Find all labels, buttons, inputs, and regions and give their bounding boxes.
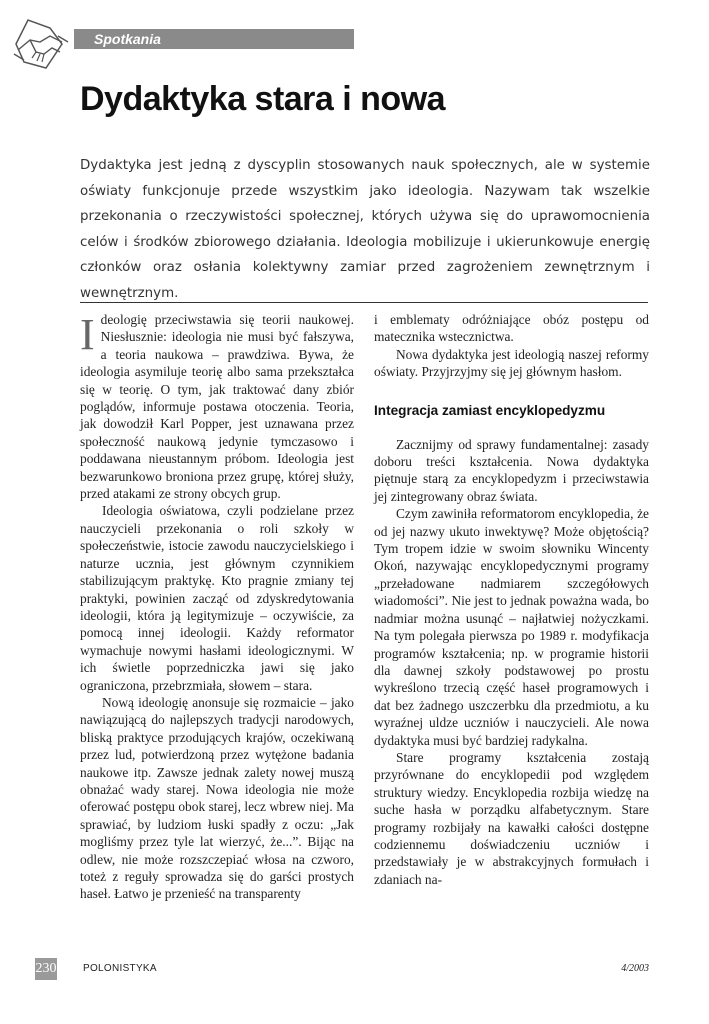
page-number: 230 [35, 958, 57, 980]
handshake-icon [10, 14, 72, 76]
body-paragraph: Ideologia oświatowa, czyli podzielane przez nauczycieli przekonania o roli szkoły w społeczeństwie, istocie zawodu nauczycielskiego i naturze ucznia, jest głównym czynnikiem stabilizującym praktykę. Kto pragnie zmiany tej praktyki, powinien zacząć od zdyskredytowania ideologii, która ją legitymizuje – oczywiście, za pomocą innej ideologii. Każdy reformator wymachuje nowymi hasłami ideologicznymi. W ich świetle poprzedniczka jawi się jako ograniczona, przebrzmiała, słowem – stara. [80, 503, 354, 693]
issue-number: 4/2003 [621, 963, 649, 974]
article-lead: Dydaktyka jest jedną z dyscyplin stosowanych nauk społecznych, ale w systemie oświaty funkcjonuje przede wszystkim jako ideologia. Nazywam tak wszelkie przekonania o rzeczywistości społecznej, których używa się do uprawomocnienia celów i środków zbiorowego działania. Ideologia mobilizuje i ukierunkowuje energię członków oraz osłania kolektywny zamiar przed zagrożeniem zewnętrznym i wewnętrznym. [80, 158, 650, 301]
section-heading: Integracja zamiast encyklopedyzmu [374, 402, 606, 418]
body-paragraph: Nową ideologię anonsuje się rozmaicie – jako nawiązującą do najlepszych tradycji narodowych, bliską praktyce przodujących krajów, oczekiwaną przez lud, potwierdzoną przez wytężone badania naukowe itp. Zawsze jednak zalety nowej muszą obnażać wady starej. Nowa ideologia nie może oferować postępu obok starej, lecz wbrew niej. Ma sprawiać, by ludziom łuski spadły z oczu: „Jak mogliśmy przez tyle lat wierzyć, że...”. Bijąc na odlew, nie może rozszczepiać włosa na czworo, toteż z reguły sprowadza się do garści prostych haseł. Łatwo je przenieść na transparenty [80, 694, 354, 902]
body-paragraph: i emblematy odróżniające obóz postępu od matecznika wstecznictwa. [374, 312, 649, 345]
journal-name: POLONISTYKA [83, 963, 157, 974]
body-paragraph: Zacznijmy od sprawy fundamentalnej: zasady doboru treści kształcenia. Nowa dydaktyka piętnuje starą za encyklopedyzm i przeciwstawia jej zintegrowany obraz świata. [374, 436, 649, 504]
divider-rule [80, 302, 648, 303]
body-paragraph: Czym zawiniła reformatorom encyklopedia, że od jej nazwy ukuto inwektywę? Może objętością? Tym tropem idzie w swoim słowniku Wincenty Okoń, nazywając encyklopedycznymi programy „przeładowane nadmiarem szczegółowych wiadomości”. Nie jest to jednak poważna wada, bo nadmiar można usunąć – najłatwiej nożyczkami. Na tym polegała pierwsza po 1989 r. modyfikacja programów kształcenia; np. w programie historii dla dawnej szkoły podstawowej po prostu wykreślono trzecią część haseł programowych i dat bez żadnego uszczerbku dla przedmiotu, a ku wyraźnej uldze uczniów i nauczycieli. Ale nowa dydaktyka musi być bardziej radykalna. [374, 506, 649, 748]
body-paragraph: Nowa dydaktyka jest ideologią naszej reformy oświaty. Przyjrzyjmy się jej głównym hasłom. [374, 346, 649, 380]
article-title: Dydaktyka stara i nowa [80, 80, 446, 118]
right-column [374, 311, 649, 888]
body-paragraph: Ideologię przeciwstawia się teorii naukowej. Niesłusznie: ideologia nie musi być fałszywa, a teoria naukowa – prawdziwa. Bywa, że ideologia asymiluje teorię albo sama przekształca się w teorię. O tym, jak traktować dany zbiór poglądów, informuje postawa otoczenia. Teoria, jak dowodził Karl Popper, jest uznawana przez społeczność naukową jedynie tymczasowo i poddawana nieustannym próbom. Ideologia jest bezwarunkowo broniona przez grupę, której służy, przed atakami ze strony obcych grup. [80, 310, 354, 502]
section-label: Spotkania [94, 31, 161, 47]
left-column [80, 311, 354, 903]
drop-cap: I [80, 310, 95, 359]
body-paragraph: Stare programy kształcenia zostają przyrównane do encyklopedii pod względem struktury wiedzy. Encyklopedia rozbija wiedzę na suche hasła w porządku alfabetycznym. Stare programy rozbijały na kawałki całości dostępne codziennemu doświadczeniu uczniów i przedstawiały je w abstrakcyjnych formułach i zdaniach na- [374, 749, 649, 887]
